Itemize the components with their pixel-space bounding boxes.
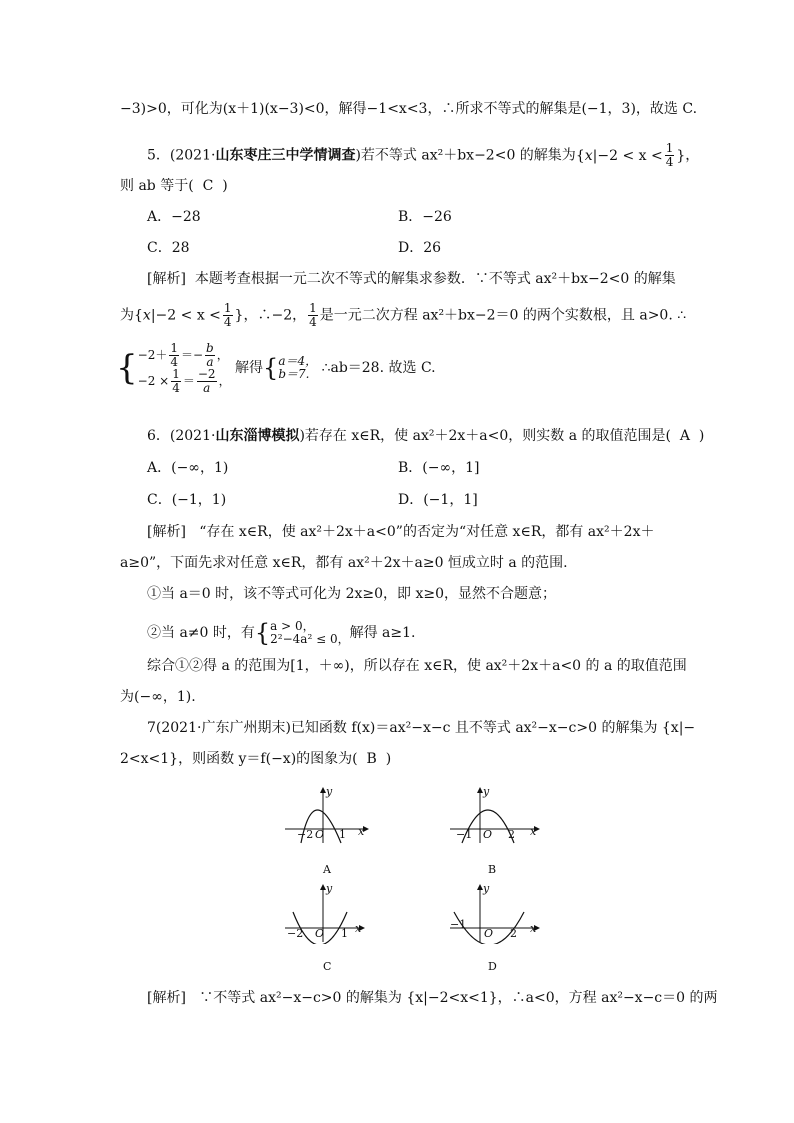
q5-stem-a: )若不等式 ax²＋bx−2<0 的解集为 bbox=[355, 147, 576, 164]
q6-source: 山东淄博模拟 bbox=[215, 428, 300, 444]
graph-c: y x −2 O 1 C bbox=[283, 882, 373, 972]
q5-answer: C bbox=[202, 178, 214, 194]
q6-analysis-tag: [解析] bbox=[147, 524, 186, 540]
q6-case1: ①当 a＝0 时，该不等式可化为 2x≥0，即 x≥0，显然不合题意； bbox=[147, 586, 557, 602]
q6-summary-line2: 为(−∞，1). bbox=[120, 689, 196, 705]
q7-answer: B bbox=[366, 751, 377, 767]
graph-d-plot bbox=[448, 882, 543, 944]
q5-system: { −2＋ $\frac{1}{4}$ ＝− $\frac{b}{a}$ ， −2 × $\frac{1}{4}$ ＝ $\frac{-2}{a}$ ， 解得{ a＝4， b＝7. ∴ab＝28. 故选 C. bbox=[116, 341, 436, 395]
q6-option-a: A．(−∞，1) bbox=[147, 460, 229, 476]
q6-option-d: D．(−1，1] bbox=[398, 492, 478, 508]
q5-option-a: A．−28 bbox=[147, 209, 201, 225]
q6-answer: A bbox=[679, 428, 690, 444]
q6-option-c: C．(−1，1) bbox=[147, 492, 227, 508]
q5-source: 山东枣庄三中学情调查 bbox=[215, 147, 356, 164]
q6-analysis-line1: [解析] “存在 x∈R，使 ax²＋2x＋a<0”的否定为“对任意 x∈R，都有 ax²＋2x＋ bbox=[147, 524, 655, 540]
graph-a: y x −2 O 1 A bbox=[283, 785, 373, 875]
graph-b: y x −1 O 2 B bbox=[448, 785, 543, 875]
intro-line: −3)>0，可化为(x＋1)(x−3)<0，解得−1<x<3，∴所求不等式的解集是(−1，3)，故选 C. bbox=[120, 101, 698, 117]
q6-stem: 6．(2021·山东淄博模拟)若存在 x∈R，使 ax²＋2x＋a<0，则实数 a 的取值范围是( A ) bbox=[147, 428, 705, 444]
q5-set: {x|−2 < x < $\frac{1}{4}$ } bbox=[575, 141, 686, 169]
q5-number: 5．(2021· bbox=[147, 147, 216, 164]
q7-stem-line2: 2<x<1}，则函数 y＝f(−x)的图象为( B ) bbox=[120, 751, 392, 767]
q7-analysis-line1: [解析] ∵不等式 ax²−x−c>0 的解集为 {x|−2<x<1}，∴a<0，方程 ax²−x−c＝0 的两 bbox=[147, 990, 718, 1006]
q7-stem-line1: 7(2021·广东广州期末)已知函数 f(x)＝ax²−x−c 且不等式 ax²−x−c>0 的解集为 {x|− bbox=[147, 720, 696, 736]
q7-analysis-tag: [解析] bbox=[147, 990, 186, 1006]
q6-case2: ②当 a≠0 时，有{ a > 0， 2²−4a² ≤ 0， 解得 a≥1. bbox=[147, 619, 416, 647]
q5-stem-line2: 则 ab 等于( C ) bbox=[120, 178, 228, 194]
graph-b-label: B bbox=[488, 863, 497, 876]
graph-a-label: A bbox=[323, 863, 331, 876]
q5-option-b: B．−26 bbox=[398, 209, 452, 225]
q5-analysis-line1: [解析] 本题考查根据一元二次不等式的解集求参数．∵不等式 ax²＋bx−2<0 的解集 bbox=[147, 271, 676, 287]
q6-summary-line1: 综合①②得 a 的范围为[1，＋∞)，所以存在 x∈R，使 ax²＋2x＋a<0 的 a 的取值范围 bbox=[147, 658, 687, 674]
q5-option-d: D．26 bbox=[398, 240, 442, 256]
q5-option-c: C．28 bbox=[147, 240, 190, 256]
q6-option-b: B．(−∞，1] bbox=[398, 460, 480, 476]
q6-analysis-line2: a≥0”，下面先求对任意 x∈R，都有 ax²＋2x＋a≥0 恒成立时 a 的范围. bbox=[120, 555, 568, 571]
graph-d: y x −1 O 2 D bbox=[448, 882, 543, 972]
q5-stem-line1: 5．(2021·山东枣庄三中学情调查)若不等式 ax²＋bx−2<0 的解集为{x|−2 < x < $\frac{1}{4}$ }， bbox=[147, 141, 700, 169]
graph-d-label: D bbox=[488, 960, 497, 973]
graph-c-label: C bbox=[323, 960, 332, 973]
q5-analysis-line2: 为{x|−2 < x < $\frac{1}{4}$ }，∴−2， $\frac{1}{4}$ 是一元二次方程 ax²＋bx−2＝0 的两个实数根，且 a>0. ∴ bbox=[120, 301, 687, 329]
q5-analysis-tag: [解析] bbox=[147, 271, 186, 287]
